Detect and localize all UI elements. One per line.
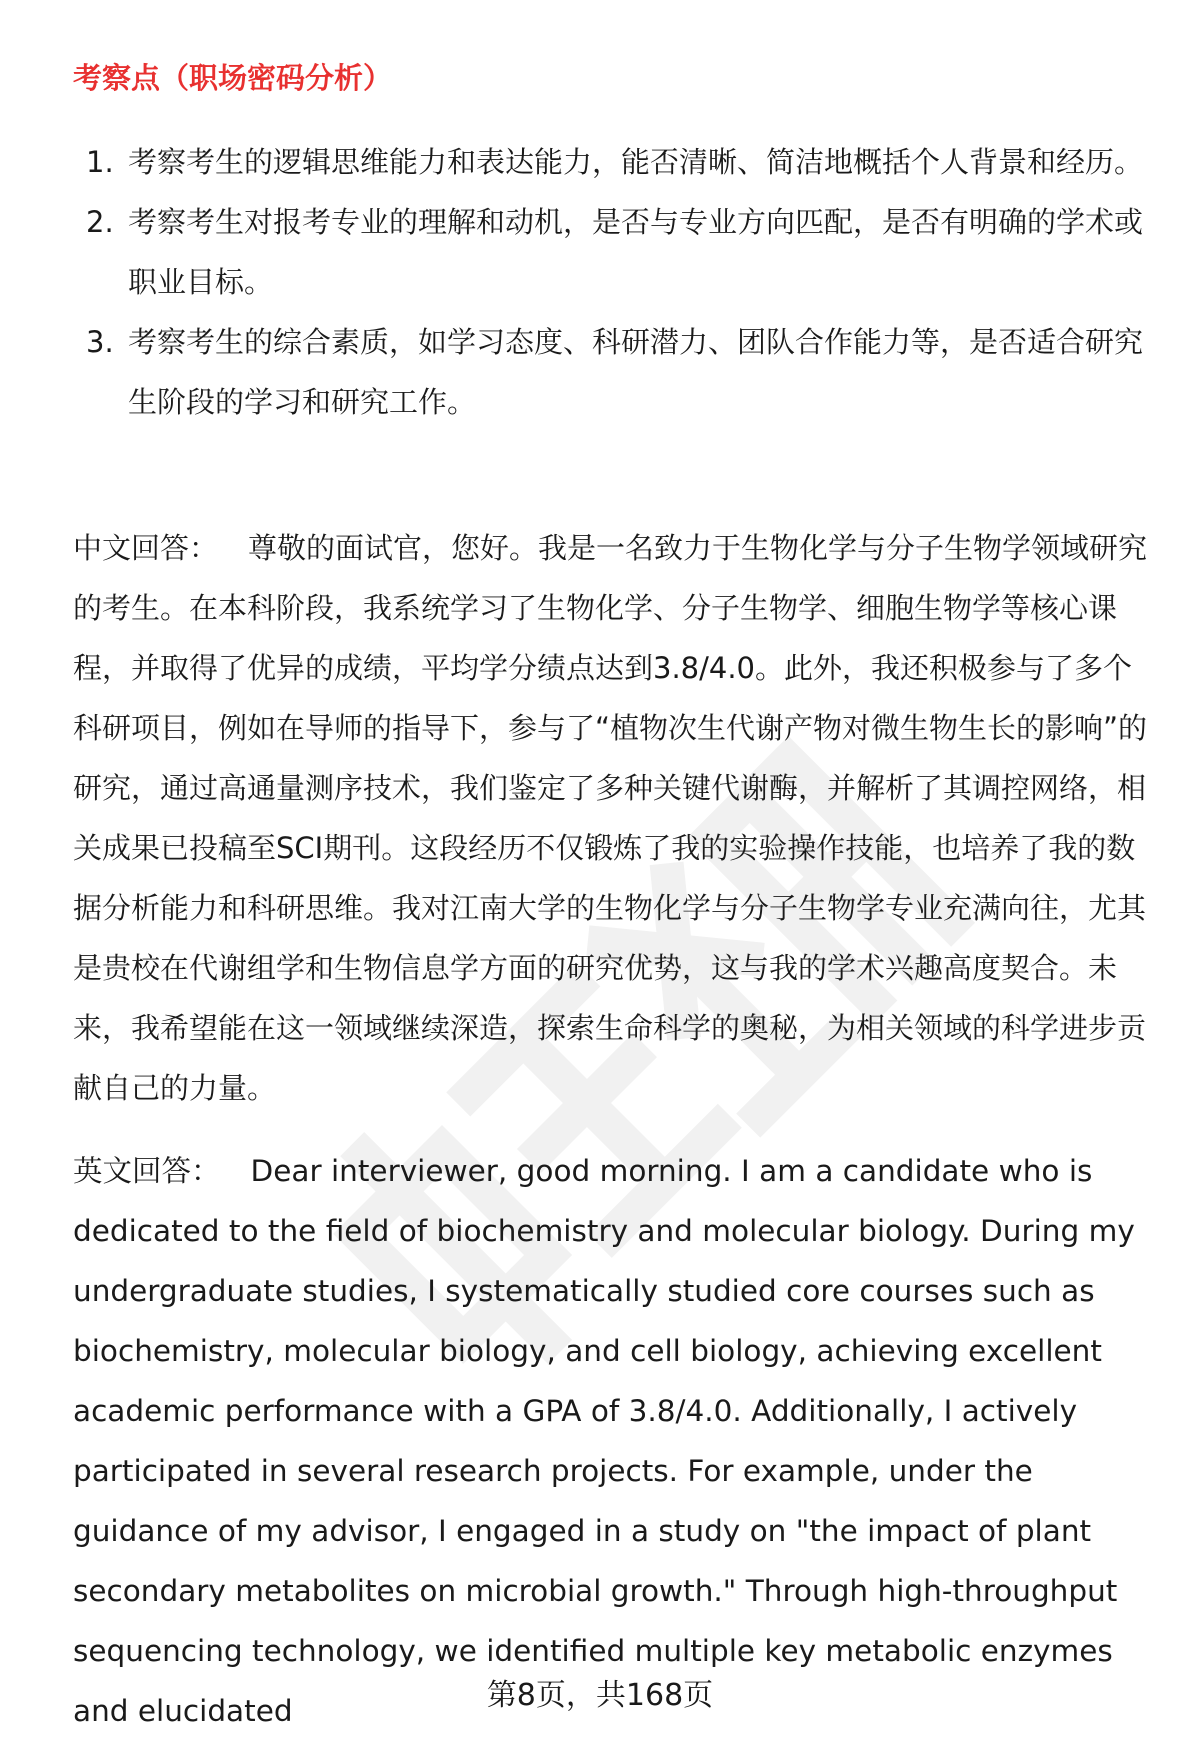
english-answer-text: Dear interviewer, good morning. I am a candidate who is dedicated to the field of biochemistry and molecular biology. During my undergraduate studies, I systematically studied core courses such as biochemistry, molecular biology, and cell biology, achieving excellent academic performance with a GPA of 3.8/4.0. Additionally, I actively participated in several research projects. For example, under the guidance of my advisor, I engaged in a study on "the impact of plant secondary metabolites on microbial growth." Through high-throughput sequencing technology, we identified multiple key metabolic enzymes and elucidated [73, 1154, 1135, 1728]
key-point-number: 3. [86, 325, 114, 359]
key-point-text: 考察考生对报考专业的理解和动机，是否与专业方向匹配，是否有明确的学术或职业目标。 [128, 205, 1144, 299]
key-point-number: 1. [86, 145, 114, 179]
chinese-answer-paragraph [73, 518, 1158, 1118]
key-point-number: 2. [86, 205, 114, 239]
english-answer-label: 英文回答： [73, 1154, 221, 1188]
chinese-answer-text: 尊敬的面试官，您好。我是一名致力于生物化学与分子生物学领域研究的考生。在本科阶段，我系统学习了生物化学、分子生物学、细胞生物学等核心课程，并取得了优异的成绩，平均学分绩点达到3.8/4.0。此外，我还积极参与了多个科研项目，例如在导师的指导下，参与了“植物次生代谢产物对微生物生长的影响”的研究，通过高通量测序技术，我们鉴定了多种关键代谢酶，并解析了其调控网络，相关成果已投稿至SCI期刊。这段经历不仅锻炼了我的实验操作技能，也培养了我的数据分析能力和科研思维。我对江南大学的生物化学与分子生物学专业充满向往，尤其是贵校在代谢组学和生物信息学方面的研究优势，这与我的学术兴趣高度契合。未来，我希望能在这一领域继续深造，探索生命科学的奥秘，为相关领域的科学进步贡献自己的力量。 [73, 531, 1148, 1105]
section-title: 考察点（职场密码分析） [73, 61, 393, 95]
chinese-answer-label: 中文回答： [73, 531, 219, 565]
english-answer-paragraph [73, 1141, 1158, 1741]
page-footer: 第8页，共168页 [486, 1678, 714, 1713]
key-point-item [86, 312, 1146, 432]
key-point-item [86, 192, 1146, 312]
key-points-list [86, 132, 1146, 432]
key-point-text: 考察考生的逻辑思维能力和表达能力，能否清晰、简洁地概括个人背景和经历。 [128, 145, 1144, 179]
key-point-text: 考察考生的综合素质，如学习态度、科研潜力、团队合作能力等，是否适合研究生阶段的学习和研究工作。 [128, 325, 1144, 419]
key-point-item [86, 132, 1146, 192]
